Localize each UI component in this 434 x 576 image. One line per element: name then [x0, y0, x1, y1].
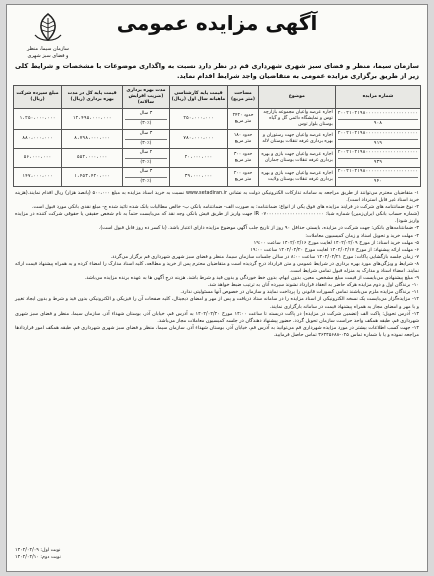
cell-expert-price: ۲۰،۰۰۰،۰۰۰	[169, 149, 228, 168]
cell-code: ۲۰۰۲۱۰۲۱۹۸۰۰۰۰۰۰۰۰۰۰۰۰۰۰۰۰۰۰۰ ۹۱۹	[335, 130, 420, 149]
cell-duration: ۳ سال (۳۰٪)	[123, 109, 169, 130]
term-item: ۲- نوع ضمانتنامه های شرکت در فرایند مزایده های فوق یکی از انواع: ضمانتنامه: به صورت الف- ضمانتنامه بانکی ب- خالص مطالبات بانک شده تائید شده ج- مبلغ نقدی بانکی مورد قبول است.	[31, 204, 419, 211]
organization-logo	[13, 11, 83, 59]
cell-area: حدود ۲۰۰ متر مربع	[228, 168, 259, 187]
table-row	[14, 168, 421, 187]
leaf-emblem-icon	[29, 11, 67, 45]
cell-duration: ۳ سال (۳۰٪)	[123, 168, 169, 187]
second-publication-date: نوبت دوم: ۱۴۰۲/۰۲/۱۰	[15, 555, 61, 560]
cell-total-price: ۸،۷۹۸،۰۰۰،۰۰۰	[62, 130, 123, 149]
cell-subject: اجاره عرصه واعیان مجموعه بازارچه توس و نمایشگاه دائمی گل و گیاه بوستان بلوار توس	[258, 109, 335, 130]
term-item: (شماره حساب بانکی ایران‌زمین) شماره شبا: IR ۰۷۰۰۰۰۰۰۰۰۰۰۰۰۰۰۰۰۰۰۰۰۰۰ جهت واریز از طریق فیش بانکی وجه نقد که می‌بایست حتماً به نام شخص حقیقی یا حقوقی شرکت کننده در مزایده واریز شود).	[15, 211, 419, 225]
header-area: مساحت (متر مربع)	[228, 86, 259, 109]
header-expert-price: قیمت پایه کارشناسی ماهیانه سال اول (ریال)	[169, 86, 228, 109]
term-item: ۱۲- مزایده‌گزار می‌بایست یک نسخه الکترونیکی از اسناد مزایده را در سامانه ستاد دریافت و پس از مهر و امضای دیجیتال، کلیه صفحات آن را فیزیکی و الکترونیکی بدون قید و شرط و بدون ایجاد تغییر و با مهر و امضای مجاز به همراه پیشنهاد قیمت در سامانه بارگزاری نمایند.	[15, 296, 419, 310]
cell-area: حدود ۲۴۲۰ متر مربع	[228, 109, 259, 130]
term-item: ۳- ضمانتنامه‌های بانکی: جهت شرکت در مزایده، بایستی حداقل ۹۰ روز از تاریخ جلب آگهی موضوع مزایده دارای اعتبار باشد. (با کسر ده روز قابل قبول است).	[98, 225, 419, 232]
header-code: شماره مزایده	[335, 86, 420, 109]
term-item: ۱۱- برندگان مزایده ملزم می‌باشند تمامی کسورات قانونی را پرداخت نمایند و سازمان در خصوص آنها مسئولیتی ندارد.	[180, 289, 419, 296]
header-total-price: قیمت پایه کل در مدت بهره برداری (ریال)	[62, 86, 123, 109]
term-item: ۴- مهلت خرید و تحویل اسناد و زمان کمیسیون معاملات:	[305, 232, 419, 239]
table-row	[14, 130, 421, 149]
cell-subject: اجاره عرصه واعیان جهت رستوران و بهره برداری غرفه تنقلات بوستان لاله	[258, 130, 335, 149]
cell-deposit: ۱،۲۵۰،۰۰۰،۰۰۰	[14, 109, 62, 130]
term-item: ۸- شرایط و ویژگی‌های مورد بهره برداری در شرایط عمومی و متن قرارداد درج گردیده است و متقاضیان محترم پس از خرید و مطالعه، کلیه اسناد مدارک را امضاء کرده و به همراه پیشنهاد قیمت ارائه نمایند. امضاء اسناد و مدارک به منزله قبول تمامی شرایط است.	[15, 260, 419, 275]
table-row	[14, 109, 421, 130]
page-title: آگهی مزایده عمومی	[116, 11, 318, 35]
term-item: ۱۰- برندگان اول و دوم مزایده هرکه حاضر به انعقاد قرارداد نشوند سپرده آنان به ترتیب ضبط خواهد شد.	[207, 282, 419, 289]
cell-expert-price: ۷۸۰،۰۰۰،۰۰۰	[169, 130, 228, 149]
cell-duration: ۲ سال (۳۰٪)	[123, 149, 169, 168]
term-item: ۷- زمان جلسه بازگشایی پاکات: مورخ ۱۴۰۲/۰۲/۲۱ ساعت ۸:۰۰ در سالن جلسات سازمان سیما، منظر و فضای سبز شهری شهرداری قم برگزار می‌گردد.	[110, 253, 419, 260]
cell-subject: اجاره عرصه واعیان جهت بازی و بهره برداری غرفه تنقلات بوستان ولایت	[258, 168, 335, 187]
term-item: ۱۳- آدرس تحویل: پاکت الف (تضمین شرکت در مزایده) در پاکت دربسته تا ساعت ۱۴:۰۰ مورخ ۱۴۰۲/۰۲/۲۰ به آدرس قم، خیابان آذر، بوستان شهداء آذر، سازمان سیما، منظر و فضای سبز شهری شهرداری قم، طبقه همکف واحد حراست سازمان تحویل گردد. حضور پیشنهاد دهندگان در جلسه کمیسیون معاملات مجاز می‌باشد.	[15, 310, 420, 324]
cell-total-price: ۱،۴۵۳،۴۲۰،۰۰۰	[62, 168, 123, 187]
table-header-row	[14, 86, 421, 109]
cell-area: حدود ۱۸۰ متر مربع	[228, 130, 259, 149]
logo-line-1: سازمان سیما، منظر	[27, 46, 69, 52]
cell-code: ۲۰۰۲۱۰۲۱۹۸۰۰۰۰۰۰۰۰۰۰۰۰۰۰۰۰۰۰۰ ۹۴۰	[335, 168, 420, 187]
cell-subject: اجاره عرصه واعیان جهت بازی و بهره برداری غرفه تنقلات بوستان جماران	[258, 149, 335, 168]
term-item: ۱- متقاضیان محترم می‌توانند از طریق مراجعه به سامانه تدارکات الکترونیکی دولت به نشانی www.setadiran.ir نسبت به خرید اسناد مزایده به مبلغ ۵۰۰،۰۰۰ (پانصد هزار) ریال اقدام نمایند.(هزینه خرید اسناد غیر قابل استرداد است).	[15, 190, 419, 204]
header-subject: موضوع	[258, 86, 335, 109]
term-item: ۵- مهلت خرید اسناد: از مورخ ۱۴۰۲/۰۲/۰۹ لغایت مورخ ۱۴۰۲/۰۲/۱۶ ساعت ۱۹:۰۰	[253, 239, 419, 246]
cell-code: ۲۰۰۲۱۰۲۱۹۸۰۰۰۰۰۰۰۰۰۰۰۰۰۰۰۰۰۰۰ ۹۰۸	[335, 109, 420, 130]
table-row	[14, 149, 421, 168]
term-item: ۶- مهلت ارائه پیشنهاد: از مورخ ۱۴۰۲/۰۲/۱۷ لغایت مورخ ۱۴۰۲/۰۲/۲۰ ساعت ۱۹:۰۰	[250, 246, 419, 253]
intro-text: سازمان سیما، منظر و فضای سبز شهری شهرداری قم در نظر دارد نسبت به واگذاری موضوعات با مشخصات و شرایط کلی زیر از طریق برگزاری مزایده عمومی به متقاضیان واجد شرایط اقدام نماید.	[15, 62, 419, 80]
cell-duration: ۳ سال (۳۰٪)	[123, 130, 169, 149]
cell-deposit: ۸۸۰،۰۰۰،۰۰۰	[14, 130, 62, 149]
auction-table	[13, 85, 421, 187]
header	[7, 5, 427, 63]
cell-area: حدود ۳۰۰ متر مربع	[228, 149, 259, 168]
cell-deposit: ۱۴۷،۰۰۰،۰۰۰	[14, 168, 62, 187]
logo-line-2: و فضای سبز شهری	[27, 53, 69, 59]
first-publication-date: نوبت اول: ۱۴۰۲/۰۲/۰۹	[15, 548, 61, 553]
notice-page	[6, 4, 428, 572]
cell-total-price: ۵۵۲،۰۰۰،۰۰۰	[62, 149, 123, 168]
terms-list	[7, 187, 427, 339]
cell-expert-price: ۲۵۰،۰۰۰،۰۰۰	[169, 109, 228, 130]
term-item: ۱۴- جهت کسب اطلاعات بیشتر در مورد مزایده شهرداری قم می‌توانید به آدرس قم، خیابان آذر، بوستان شهداء آذر، سازمان سیما، منظر و فضای سبز شهری شهرداری قم، طبقه همکف امور قراردادها مراجعه نموده و یا با شماره تماس ۰۲۵-۳۶۴۴۵۶۸۸ تماس حاصل فرمایید.	[15, 324, 419, 338]
header-deposit: مبلغ سپرده شرکت (ریال)	[14, 86, 62, 109]
cell-total-price: ۱۲،۴۹۵،۰۰۰،۰۰۰	[62, 109, 123, 130]
header-duration: مدت بهره برداری (ضریب افزایش سالانه)	[123, 86, 169, 109]
cell-expert-price: ۳۹،۰۰۰،۰۰۰	[169, 168, 228, 187]
publication-dates	[15, 547, 215, 561]
term-item: ۹- مبلغ پیشنهادی می‌بایست از قیمت مبلغ مشخص، معین، بدون ابهام، بدون خط خوردگی و بدون قید و شرط باشد. هزینه درج آگهی ها به عهده برنده مزایده می‌باشد.	[84, 275, 419, 282]
cell-deposit: ۵۶،۰۰۰،۰۰۰	[14, 149, 62, 168]
cell-code: ۲۰۰۲۱۰۲۱۹۸۰۰۰۰۰۰۰۰۰۰۰۰۰۰۰۰۰۰۰ ۹۳۹	[335, 149, 420, 168]
